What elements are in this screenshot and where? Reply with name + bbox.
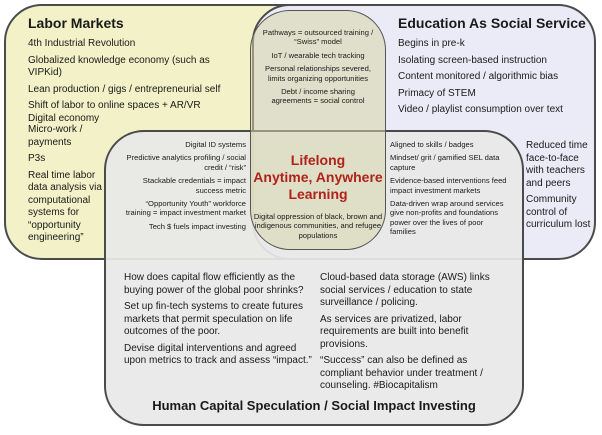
center-title-line: Anytime, Anywhere — [253, 169, 383, 185]
center-text: Digital oppression of black, brown and indigenous communities, and refugee populations — [253, 212, 383, 240]
list-item: Stackable credentials = impact success metric — [142, 176, 246, 195]
list-item: “Opportunity Youth” workforce training = impact investment market — [125, 199, 246, 218]
list-item: “Success” can also be defined as compliant behavior under treatment / counseling. #Biocapitalism — [320, 355, 483, 391]
list-item: Isolating screen-based instruction — [398, 54, 547, 66]
education-human-overlap-list — [390, 140, 508, 241]
list-item: Predictive analytics profiling / social credit / “risk” — [126, 153, 246, 172]
list-item: Micro-work / payments — [28, 124, 83, 148]
list-item: Real time labor data analysis via computational systems for “opportunity engineering” — [28, 169, 102, 243]
list-item: Debt / income sharing agreements = social control — [271, 87, 365, 106]
list-item: As services are privatized, labor requirements are built into benefit provisions. — [320, 313, 469, 350]
education-side-list — [526, 140, 596, 236]
list-item: Pathways = outsourced training / “Swiss” model — [262, 28, 374, 47]
list-item: Data-driven wrap around services give non-profits and foundations power over the lives of poor families — [390, 199, 504, 237]
list-item: Begins in pre-k — [398, 38, 465, 49]
list-item: Aligned to skills / badges — [390, 140, 474, 149]
human-capital-heading: Human Capital Speculation / Social Impact Investing — [152, 398, 476, 413]
labor-markets-heading: Labor Markets — [28, 15, 124, 31]
list-item: Digital economy — [28, 112, 100, 124]
list-item: Primacy of STEM — [398, 87, 476, 99]
center-title-line: Lifelong — [290, 152, 346, 168]
list-item: Evidence-based interventions feed impact investment markets — [390, 176, 507, 195]
education-heading: Education As Social Service — [398, 15, 586, 31]
list-item: Content monitored / algorithmic bias — [398, 71, 559, 82]
list-item: Video / playlist consumption over text — [398, 104, 563, 115]
list-item: Shift of labor to online spaces + AR/VR — [28, 100, 201, 111]
center-title — [252, 152, 384, 203]
list-item: Cloud-based data storage (AWS) links social services / education to state surveillance / policing. — [320, 272, 490, 308]
labor-markets-list-lower — [28, 124, 110, 249]
list-item: Set up fin-tech systems to create futures markets that permit speculation on life outcomes of the poor. — [124, 301, 303, 337]
list-item: Tech $ fuels impact investing — [148, 221, 246, 231]
list-item: 4th Industrial Revolution — [28, 38, 136, 49]
list-item: Globalized knowledge economy (such as VIPKid) — [28, 54, 210, 78]
education-list — [398, 38, 588, 121]
list-item: Digital ID systems — [185, 140, 246, 149]
list-item: Personal relationships severed, limits organizing opportunities — [265, 64, 371, 83]
list-item: How does capital flow efficiently as the buying power of the global poor shrinks? — [124, 272, 304, 296]
list-item: Devise digital interventions and agreed upon metrics to track and assess “impact.” — [124, 342, 312, 366]
list-item: Lean production / gigs / entrepreneurial self — [28, 83, 221, 95]
labor-human-overlap-list — [124, 140, 246, 235]
list-item: Mindset/ grit / gamified SEL data capture — [390, 153, 500, 172]
human-capital-left-list — [124, 272, 312, 372]
list-item: P3s — [28, 153, 46, 164]
center-title-line: Learning — [288, 186, 348, 202]
list-item: Reduced time face-to-face with teachers and peers — [526, 140, 588, 189]
labor-education-overlap-list — [262, 28, 374, 110]
labor-markets-list — [28, 38, 238, 129]
list-item: IoT / wearable tech tracking — [271, 50, 365, 60]
list-item: Community control of curriculum lost — [526, 194, 591, 230]
human-capital-right-list — [320, 272, 510, 397]
